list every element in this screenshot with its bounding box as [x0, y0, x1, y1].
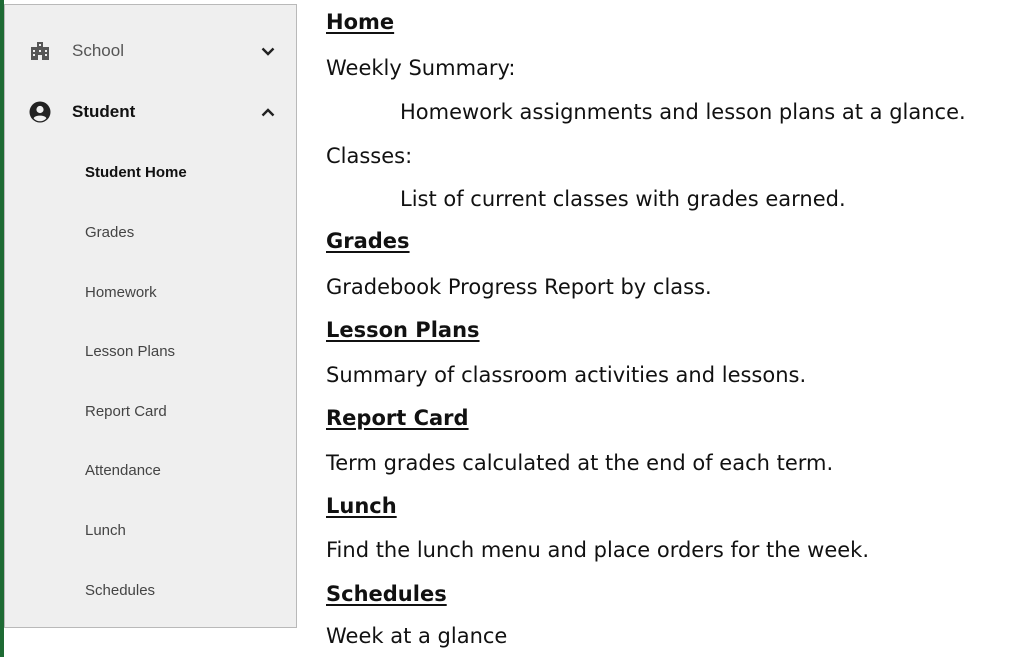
sidebar-section-label: School: [72, 41, 124, 60]
sidebar-item-report-card[interactable]: Report Card: [85, 403, 167, 420]
sidebar-item-grades[interactable]: Grades: [85, 224, 135, 241]
classes-description: List of current classes with grades earned.: [400, 187, 846, 211]
sidebar-item-lesson-plans[interactable]: Lesson Plans: [85, 343, 176, 360]
schedules-description: Week at a glance: [326, 624, 508, 648]
sidebar-section-student[interactable]: [5, 92, 296, 132]
section-heading-lunch: Lunch: [326, 494, 397, 518]
lesson-plans-description: Summary of classroom activities and lessons.: [326, 363, 807, 387]
section-heading-home: Home: [326, 10, 395, 34]
sidebar-section-school[interactable]: [5, 31, 296, 71]
report-card-description: Term grades calculated at the end of each term.: [326, 451, 834, 475]
sidebar-item-student-home[interactable]: Student Home: [85, 164, 187, 181]
grades-description: Gradebook Progress Report by class.: [326, 275, 712, 299]
classes-label: Classes:: [326, 144, 413, 168]
sidebar-section-label: Student: [72, 102, 136, 121]
sidebar-item-schedules[interactable]: Schedules: [85, 582, 156, 599]
sidebar-item-homework[interactable]: Homework: [85, 284, 157, 301]
sidebar-item-lunch[interactable]: Lunch: [85, 522, 126, 539]
weekly-summary-label: Weekly Summary:: [326, 56, 516, 80]
building-icon: [29, 40, 51, 62]
section-heading-lesson-plans: Lesson Plans: [326, 318, 480, 342]
section-heading-report-card: Report Card: [326, 406, 469, 430]
chevron-down-icon: [259, 44, 277, 58]
sidebar-item-attendance[interactable]: Attendance: [85, 462, 161, 479]
section-heading-grades: Grades: [326, 229, 410, 253]
section-heading-schedules: Schedules: [326, 582, 447, 606]
lunch-description: Find the lunch menu and place orders for the week.: [326, 538, 870, 562]
sidebar-nav: [4, 4, 297, 628]
chevron-up-icon: [259, 105, 277, 119]
weekly-summary-description: Homework assignments and lesson plans at a glance.: [400, 100, 966, 124]
user-circle-icon: [29, 101, 51, 123]
